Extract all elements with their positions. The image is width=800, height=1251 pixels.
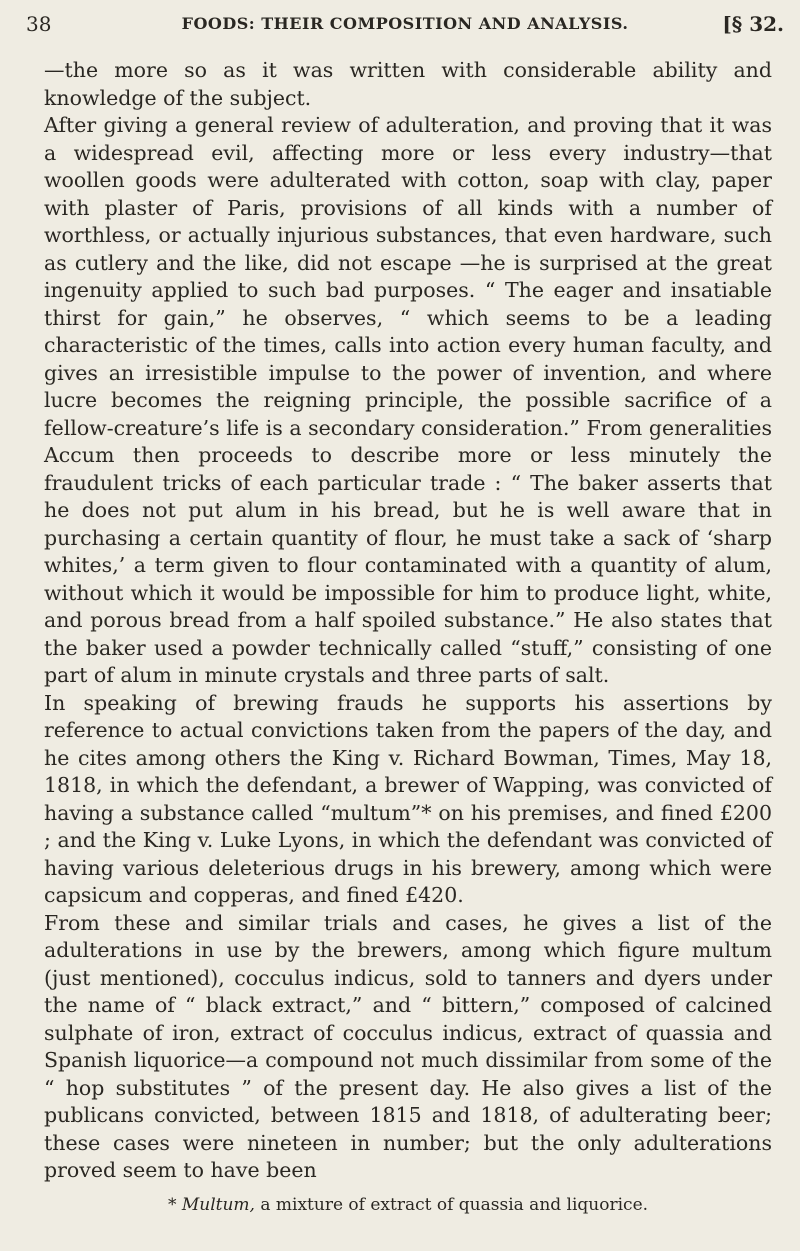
paragraph-1: —the more so as it was written with considerable ability and knowledge of the subject. (44, 58, 772, 110)
paragraph-2: After giving a general review of adulteration, and proving that it was a widespread evil, affecting more or less every industry—that woollen goods were adulterated with cotton, soap with clay, paper with plaster of Paris, provisions of all kinds with a number of worthless, or actually injurious substances, that even hardware, such as cutlery and the like, did not escape —he is surprised at the great ingenuity applied to such bad purposes. “ The eager and insatiable thirst for gain,” he observes, “ which seems to be a leading characteristic of the times, calls into action every human faculty, and gives an irresistible impulse to the power of invention, and where lucre becomes the reigning principle, the possible sacrifice of a fellow-creature’s life is a secondary consideration.” From generalities Accum then proceeds to describe more or less minutely the fraudulent tricks of each particular trade : “ The baker asserts that he does not put alum in his bread, but he is well aware that in purchasing a certain quantity of flour, he must take a sack of ‘sharp whites,’ a term given to flour contaminated with a quantity of alum, without which it would be impossible for him to produce light, white, and porous bread from a half spoiled substance.” He also states that the baker used a powder technically called “stuff,” consisting of one part of alum in minute crystals and three parts of salt. (44, 113, 772, 687)
footnote-text: a mixture of extract of quassia and liquorice. (260, 1195, 649, 1215)
paragraph-3: In speaking of brewing frauds he supports his assertions by reference to actual convictions taken from the papers of the day, and he cites among others the King v. Richard Bowman, Times, May 18, 1818, in which the defendant, a brewer of Wapping, was convicted of having a substance called “multum”* on his premises, and fined £200 ; and the King v. Luke Lyons, in which the defendant was convicted of having various deleterious drugs in his brewery, among which were capsicum and copperas, and fined £420. (44, 690, 772, 907)
footnote-term: Multum, (181, 1195, 255, 1215)
running-title: FOODS: THEIR COMPOSITION AND ANALYSIS. (181, 14, 629, 33)
footnote (44, 1194, 772, 1216)
page-header (26, 12, 784, 38)
page-number: 38 (26, 12, 52, 36)
section-number: [§ 32. (722, 12, 784, 36)
footnote-marker: * (167, 1195, 177, 1215)
paragraph-4: From these and similar trials and cases, he gives a list of the adulterations in use by the brewers, among which figure multum (just mentioned), cocculus indicus, sold to tanners and dyers under the name of “ black extract,” and “ bittern,” composed of calcined sulphate of iron, extract of cocculus indicus, extract of quassia and Spanish liquorice—a compound not much dissimilar from some of the “ hop substitutes ” of the present day. He also gives a list of the publicans convicted, between 1815 and 1818, of adulterating beer; these cases were nineteen in number; but the only adulterations proved seem to have been (44, 910, 772, 1182)
body-text (44, 57, 772, 1185)
